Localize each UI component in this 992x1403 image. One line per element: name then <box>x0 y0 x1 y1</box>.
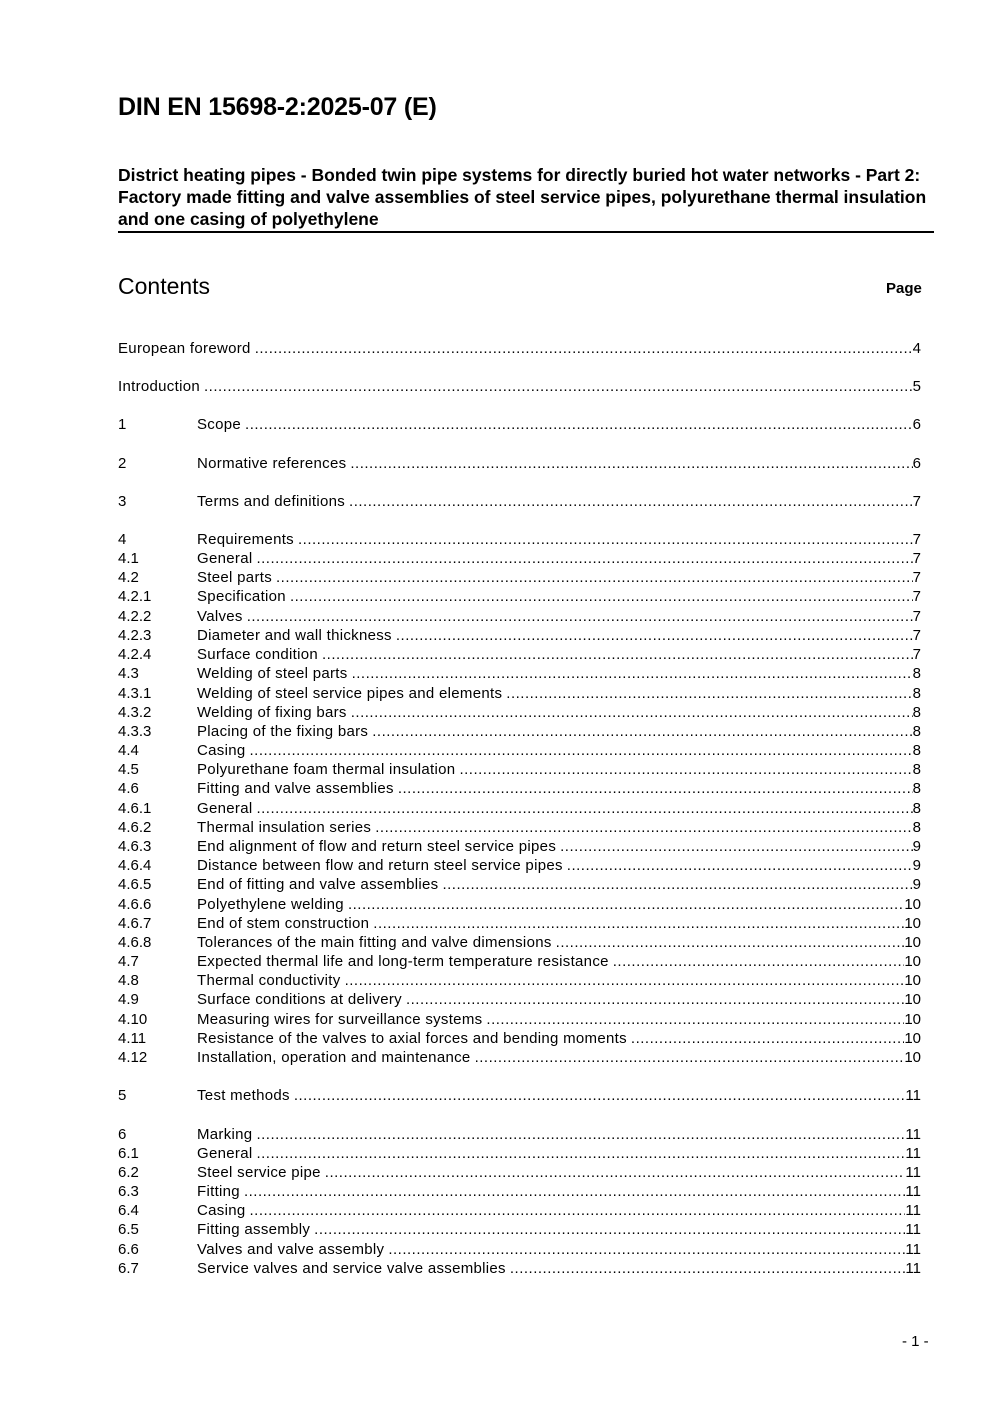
toc-entry-page: 9 <box>912 857 921 874</box>
toc-entry-number: 4.6.8 <box>118 934 152 951</box>
toc-entry[interactable] <box>118 626 921 645</box>
toc-entry-number: 4.2.3 <box>118 627 152 644</box>
toc-entry-page: 7 <box>912 531 921 548</box>
toc-entry-leader <box>350 454 912 473</box>
toc-entry[interactable] <box>118 1029 921 1048</box>
toc-entry-title: Surface condition <box>197 646 319 663</box>
toc-entry[interactable] <box>118 377 921 396</box>
toc-entry-number: 6.4 <box>118 1202 139 1219</box>
toc-entry[interactable] <box>118 703 921 722</box>
toc-entry[interactable] <box>118 1125 921 1144</box>
toc-entry-page: 9 <box>912 838 921 855</box>
toc-entry-page: 11 <box>905 1183 921 1200</box>
toc-entry-title: Service valves and service valve assemblies <box>197 1260 506 1277</box>
toc-entry-number: 4.6.3 <box>118 838 152 855</box>
toc-entry-title: Steel parts <box>197 569 273 586</box>
toc-entry-number: 4.2.1 <box>118 588 152 605</box>
toc-entry-leader <box>373 914 904 933</box>
toc-entry-page: 10 <box>904 1011 921 1028</box>
toc-entry-leader <box>459 760 912 779</box>
toc-entry-number: 4.12 <box>118 1049 148 1066</box>
toc-entry-number: 4.11 <box>118 1030 147 1047</box>
toc-entry-number: 4.2 <box>118 569 139 586</box>
toc-entry-title: Surface conditions at delivery <box>197 991 402 1008</box>
toc-entry-page: 11 <box>905 1126 921 1143</box>
toc-entry-leader <box>388 1240 905 1259</box>
toc-entry-number: 4.7 <box>118 953 139 970</box>
page-number: - 1 - <box>902 1333 929 1350</box>
toc-entry-title: Fitting and valve assemblies <box>197 780 394 797</box>
toc-entry-page: 10 <box>904 934 921 951</box>
toc-entry-number: 6.7 <box>118 1260 139 1277</box>
toc-entry-leader <box>250 1201 906 1220</box>
toc-entry-leader <box>345 971 905 990</box>
toc-entry-leader <box>298 530 913 549</box>
toc-entry-leader <box>256 1125 905 1144</box>
toc-entry-page: 6 <box>912 455 921 472</box>
toc-entry-title: Expected thermal life and long-term temperature resistance <box>197 953 609 970</box>
toc-entry-leader <box>567 856 913 875</box>
toc-entry-title: Welding of steel parts <box>197 665 348 682</box>
toc-entry-leader <box>314 1220 905 1239</box>
toc-entry-leader <box>245 415 913 434</box>
toc-entry-title: Normative references <box>197 455 347 472</box>
document-id: DIN EN 15698-2:2025-07 (E) <box>118 93 437 121</box>
toc-entry-page: 10 <box>904 1049 921 1066</box>
toc-entry[interactable] <box>118 722 921 741</box>
toc-entry-number: 1 <box>118 416 127 433</box>
toc-entry-number: 4.6 <box>118 780 139 797</box>
toc-entry-page: 7 <box>912 646 921 663</box>
toc-entry-leader <box>294 1086 906 1105</box>
toc-entry[interactable] <box>118 799 921 818</box>
toc-entry-leader <box>322 645 913 664</box>
toc-entry-number: 4.9 <box>118 991 139 1008</box>
toc-entry-title: Tolerances of the main fitting and valve dimensions <box>197 934 552 951</box>
toc-entry-title: European foreword <box>118 340 251 357</box>
toc-entry-leader <box>247 607 913 626</box>
toc-entry-number: 4.6.4 <box>118 857 152 874</box>
toc-entry-title: Polyurethane foam thermal insulation <box>197 761 456 778</box>
toc-entry-number: 4.4 <box>118 742 139 759</box>
toc-entry-page: 8 <box>912 723 921 740</box>
toc-entry[interactable] <box>118 492 921 511</box>
toc-entry[interactable] <box>118 1220 921 1239</box>
toc-entry-page: 11 <box>905 1221 921 1238</box>
toc-entry-leader <box>631 1029 904 1048</box>
toc-entry[interactable] <box>118 990 921 1009</box>
toc-entry[interactable] <box>118 952 921 971</box>
toc-entry-leader <box>372 722 912 741</box>
toc-entry-title: Diameter and wall thickness <box>197 627 392 644</box>
toc-entry-page: 9 <box>912 876 921 893</box>
toc-entry-leader <box>475 1048 905 1067</box>
toc-entry-title: Scope <box>197 416 242 433</box>
toc-entry-title: Resistance of the valves to axial forces and bending moments <box>197 1030 627 1047</box>
toc-entry-number: 4.6.2 <box>118 819 152 836</box>
toc-entry[interactable] <box>118 454 921 473</box>
toc-entry-title: Specification <box>197 588 286 605</box>
toc-entry[interactable] <box>118 664 921 683</box>
toc-entry-leader <box>560 837 913 856</box>
toc-entry-leader <box>375 818 912 837</box>
toc-entry-number: 6 <box>118 1126 127 1143</box>
toc-entry-leader <box>256 1144 905 1163</box>
toc-entry-page: 8 <box>912 685 921 702</box>
toc-entry[interactable] <box>118 607 921 626</box>
toc-entry-title: Measuring wires for surveillance systems <box>197 1011 483 1028</box>
toc-entry[interactable] <box>118 818 921 837</box>
toc-entry-page: 4 <box>912 340 921 357</box>
toc-entry[interactable] <box>118 1048 921 1067</box>
toc-entry-leader <box>204 377 913 396</box>
toc-entry-number: 6.3 <box>118 1183 139 1200</box>
toc-entry-number: 3 <box>118 493 127 510</box>
toc-entry-number: 6.1 <box>118 1145 139 1162</box>
toc-entry[interactable] <box>118 549 921 568</box>
toc-entry-page: 7 <box>912 627 921 644</box>
toc-entry-leader <box>256 799 912 818</box>
toc-entry-number: 4.8 <box>118 972 139 989</box>
toc-entry-page: 5 <box>912 378 921 395</box>
toc-entry[interactable] <box>118 1010 921 1029</box>
toc-entry-page: 10 <box>904 953 921 970</box>
toc-entry-title: Placing of the fixing bars <box>197 723 369 740</box>
toc-entry-page: 7 <box>912 569 921 586</box>
toc-entry-number: 4.2.4 <box>118 646 152 663</box>
toc-entry-number: 4.6.6 <box>118 896 152 913</box>
toc-entry-leader <box>349 492 913 511</box>
toc-entry-number: 4.3.3 <box>118 723 152 740</box>
toc-entry-number: 4.3.1 <box>118 685 152 702</box>
toc-entry-title: End alignment of flow and return steel service pipes <box>197 838 557 855</box>
contents-heading: Contents <box>118 273 211 299</box>
toc-entry-page: 7 <box>912 493 921 510</box>
toc-entry[interactable] <box>118 741 921 760</box>
toc-entry-title: Casing <box>197 1202 246 1219</box>
toc-entry-page: 8 <box>912 704 921 721</box>
toc-entry-page: 7 <box>912 608 921 625</box>
toc-entry-page: 10 <box>904 991 921 1008</box>
toc-entry-leader <box>255 339 913 358</box>
toc-entry-page: 8 <box>912 761 921 778</box>
toc-entry[interactable] <box>118 1144 921 1163</box>
toc-entry-page: 8 <box>912 819 921 836</box>
toc-entry-leader <box>486 1010 904 1029</box>
toc-entry-title: Marking <box>197 1126 253 1143</box>
toc-entry-number: 4 <box>118 531 127 548</box>
toc-entry[interactable] <box>118 895 921 914</box>
toc-entry-number: 4.3.2 <box>118 704 152 721</box>
toc-entry[interactable] <box>118 339 921 358</box>
toc-entry[interactable] <box>118 645 921 664</box>
toc-entry-leader <box>398 779 913 798</box>
toc-entry[interactable] <box>118 568 921 587</box>
toc-entry-title: Requirements <box>197 531 294 548</box>
toc-entry[interactable] <box>118 1182 921 1201</box>
toc-entry-title: End of fitting and valve assemblies <box>197 876 439 893</box>
toc-entry-title: General <box>197 1145 253 1162</box>
toc-entry-leader <box>556 933 905 952</box>
toc-entry-leader <box>244 1182 905 1201</box>
toc-entry-page: 7 <box>912 550 921 567</box>
toc-entry-leader <box>406 990 904 1009</box>
toc-entry-number: 4.6.1 <box>118 800 152 817</box>
toc-entry-page: 10 <box>904 915 921 932</box>
toc-entry-number: 6.2 <box>118 1164 139 1181</box>
toc-entry-title: Valves <box>197 608 243 625</box>
toc-entry-page: 8 <box>912 665 921 682</box>
toc-entry[interactable] <box>118 1259 921 1278</box>
toc-entry[interactable] <box>118 837 921 856</box>
toc-entry-page: 11 <box>905 1164 921 1181</box>
toc-entry[interactable] <box>118 1201 921 1220</box>
toc-entry-title: Distance between flow and return steel service pipes <box>197 857 563 874</box>
toc-entry-title: Casing <box>197 742 246 759</box>
toc-entry-title: Thermal conductivity <box>197 972 341 989</box>
toc-entry-title: Valves and valve assembly <box>197 1241 385 1258</box>
toc-entry-page: 8 <box>912 780 921 797</box>
page-column-heading: Page <box>886 280 922 297</box>
toc-entry-page: 10 <box>904 1030 921 1047</box>
toc-entry-title: Welding of steel service pipes and elements <box>197 685 503 702</box>
toc-entry-number: 4.1 <box>118 550 139 567</box>
toc-entry-number: 4.10 <box>118 1011 148 1028</box>
toc-entry-number: 5 <box>118 1087 127 1104</box>
toc-entry[interactable] <box>118 779 921 798</box>
toc-entry-leader <box>613 952 905 971</box>
toc-entry[interactable] <box>118 684 921 703</box>
toc-entry-page: 6 <box>912 416 921 433</box>
toc-entry-leader <box>325 1163 906 1182</box>
toc-entry-page: 10 <box>904 972 921 989</box>
toc-entry-title: Polyethylene welding <box>197 896 344 913</box>
toc-entry[interactable] <box>118 530 921 549</box>
toc-entry[interactable] <box>118 1086 921 1105</box>
toc-entry-title: Welding of fixing bars <box>197 704 347 721</box>
toc-entry[interactable] <box>118 1163 921 1182</box>
toc-entry-title: Installation, operation and maintenance <box>197 1049 471 1066</box>
toc-entry-title: General <box>197 550 253 567</box>
toc-entry[interactable] <box>118 587 921 606</box>
toc-entry[interactable] <box>118 933 921 952</box>
toc-entry-number: 4.3 <box>118 665 139 682</box>
toc-entry[interactable] <box>118 856 921 875</box>
toc-entry-title: Test methods <box>197 1087 290 1104</box>
toc-entry-page: 11 <box>905 1202 921 1219</box>
toc-entry-page: 10 <box>904 896 921 913</box>
toc-entry-title: Fitting <box>197 1183 240 1200</box>
toc-entry-leader <box>396 626 913 645</box>
toc-entry-leader <box>506 684 912 703</box>
toc-entry-leader <box>510 1259 906 1278</box>
toc-entry-leader <box>276 568 913 587</box>
toc-entry[interactable] <box>118 971 921 990</box>
toc-entry-page: 8 <box>912 742 921 759</box>
toc-entry-title: End of stem construction <box>197 915 370 932</box>
toc-entry-leader <box>442 875 912 894</box>
toc-entry-number: 6.5 <box>118 1221 139 1238</box>
toc-entry-leader <box>352 664 913 683</box>
toc-entry[interactable] <box>118 760 921 779</box>
toc-entry-number: 4.6.7 <box>118 915 152 932</box>
toc-entry-page: 11 <box>905 1145 921 1162</box>
toc-entry-number: 4.5 <box>118 761 139 778</box>
toc-entry-number: 4.2.2 <box>118 608 152 625</box>
toc-entry[interactable] <box>118 914 921 933</box>
toc-entry-number: 2 <box>118 455 127 472</box>
toc-entry-title: Thermal insulation series <box>197 819 372 836</box>
toc-entry-number: 4.6.5 <box>118 876 152 893</box>
toc-entry-page: 11 <box>905 1087 921 1104</box>
toc-entry-page: 11 <box>905 1241 921 1258</box>
toc-entry-title: Fitting assembly <box>197 1221 311 1238</box>
toc-entry-page: 8 <box>912 800 921 817</box>
toc-entry-leader <box>290 587 913 606</box>
toc-entry-page: 11 <box>905 1260 921 1277</box>
toc-entry-leader <box>256 549 912 568</box>
toc-entry-title: General <box>197 800 253 817</box>
toc-entry-title: Introduction <box>118 378 200 395</box>
toc-entry-page: 7 <box>912 588 921 605</box>
document-title: District heating pipes - Bonded twin pipe systems for directly buried hot water networks - Part 2: Factory made fitting and valve assemblies of steel service pipes, polyurethane thermal insulation and one casing of polyethylene <box>118 164 934 233</box>
toc-entry[interactable] <box>118 415 921 434</box>
toc-entry[interactable] <box>118 875 921 894</box>
toc-entry[interactable] <box>118 1240 921 1259</box>
toc-entry-leader <box>348 895 904 914</box>
toc-entry-leader <box>351 703 913 722</box>
toc-entry-leader <box>250 741 913 760</box>
toc-entry-number: 6.6 <box>118 1241 139 1258</box>
toc-entry-title: Steel service pipe <box>197 1164 321 1181</box>
toc-entry-title: Terms and definitions <box>197 493 346 510</box>
